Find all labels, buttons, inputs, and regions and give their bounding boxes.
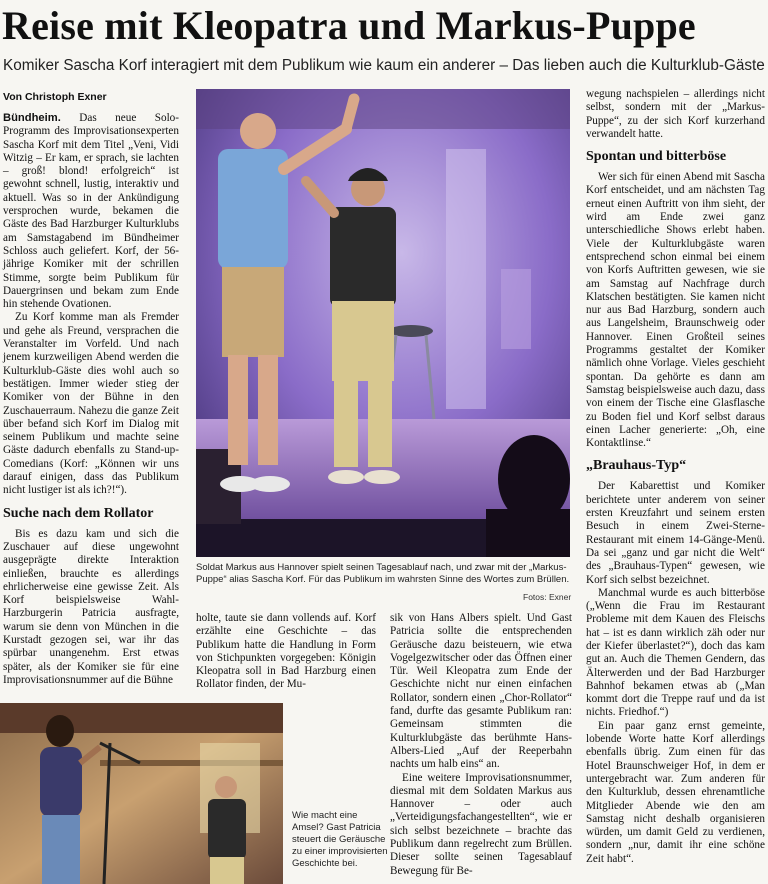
dateline: Bündheim. xyxy=(3,112,61,124)
paragraph: Wer sich für einen Abend mit Sascha Korf entscheidet, und am nächsten Tag erneut einen Auftritt von ihm sieht, der wird am Ende zwei ganz unterschiedliche Shows erlebt haben. Viele der Kulturklubgäste waren entsprechend schon einmal bei einem von Korfs Auftritten gewesen, wie sie am Samstag auf Nachfrage durch Klatschen bestätigten. Sie kamen nicht nur aus Bad Harzburg, sondern auch aus Langelsheim, Braunschweig oder Hannover. Einen Großteil seines Programms gestaltet der Komiker nämlich ohne Vorlage. Vieles geschieht spontan. Da gehörte es dann am Samstag beispielsweise auch dazu, dass von einem der Tische eine Glasflasche zu Boden fiel und Korf selbst daraus einen Lacher generierte: „Oh, eine Kontaktlinse.“ xyxy=(586,171,765,450)
main-photo xyxy=(196,89,570,557)
photo-credit: Fotos: Exner xyxy=(523,592,572,602)
headline: Reise mit Kleopatra und Markus-Puppe xyxy=(2,3,696,48)
paragraph: Manchmal wurde es auch bitterböse („Wenn die Frau im Restaurant Probleme mit dem Kauen des Fleischs hat – ist es dann wirklich zäh oder nur der Kiefer überlastet?“), doch das kam gut an. Auch die Themen Gendern, das Älterwerden und der Bad Harzburger Bahnhof bekamen etwas ab („Man kommt dort die Treppe rauf und da ist nichts. Friedhof.“) xyxy=(586,586,765,719)
section-heading: „Brauhaus-Typ“ xyxy=(586,458,687,474)
paragraph: Zu Korf komme man als Fremder und gehe als Freund, versprachen die Veranstalter im Vorfeld. Und nach jenem kurzweiligen Abend werden die Kulturklub-Gäste dies wohl auch so bestätigen. Immer wieder stieg der Komiker von der Bühne in den Zuschauerraum. Nahezu die ganze Zeit über befand sich Korf im Dialog mit seinem Publikum und machte seine Gäste dadurch ebenfalls zu Stand-up-Comedians (Korf: „Können wir uns darauf einigen, dass das Publikum nicht lustiger ist als ich?!“). xyxy=(3,311,179,497)
byline: Von Christoph Exner xyxy=(3,91,107,103)
improv-photo-illustration xyxy=(0,703,283,884)
section-heading: Suche nach dem Rollator xyxy=(3,505,154,521)
main-photo-caption: Soldat Markus aus Hannover spielt seinen Tagesablauf nach, und zwar mit der „Markus-Puppe“ alias Sascha Korf. Für das Publikum im wahrsten Sinne des Wortes zum Brüllen. xyxy=(196,562,570,585)
column-3 xyxy=(390,612,572,878)
paragraph: Bündheim. Das neue Solo-Programm des Improvisationsexperten Sascha Korf mit dem Titel „Veni, Vidi Witzig – Er kam, er sprach, sie lachten – groß! blond! erfolgreich“ ist gewohnt schnell, lustig, interaktiv und aktuell. Was so in der Ankündigung versprochen wurde, bekamen die Gäste des Bad Harzburger Kulturklubs am Samstagabend im Bündheimer Schloss auch geliefert. Korf, der 56-jährige Komiker mit der schrillen Stimme, sorgte beim Publikum für Dauergrinsen und bekam zum Ende hin stehende Ovationen. xyxy=(3,112,180,311)
column-2 xyxy=(196,612,376,692)
paragraph: holte, taute sie dann vollends auf. Korf erzählte eine Geschichte – das Publikum hatte die Handlung in Form von Stichpunkten vorgegeben: Königin Kleopatra soll in Bad Harzburg einen Rollator finden, der Mu- xyxy=(196,612,376,691)
paragraph: Eine weitere Improvisationsnummer, diesmal mit dem Soldaten Markus aus Hannover – oder auch „Verteidigungsfachangestellten“, wie er sich selbst bezeichnete – brachte das Publikum dann regelrecht zum Brüllen. Dieser sollte seinen Tagesablauf Bewegung für Be- xyxy=(390,771,572,877)
paragraph: Der Kabarettist und Komiker berichtete unter anderem von seiner ersten Kreuzfahrt und seinem ersten Besuch in einem Zwei-Sterne-Restaurant mit einem 14-Gänge-Menü. Da sei „ganz und gar nicht die Welt“ des „Brauhaus-Typen“ gewesen, wie Korf sich selbst bezeichnet. xyxy=(586,480,765,586)
paragraph: Bis es dazu kam und sich die Zuschauer auf diese ungewohnt ausgeprägte direkte Interaktion einließen, brauchte es allerdings ehrlicherweise eine gewisse Zeit. Als Korf beispielsweise Wahl-Harzburgerin Patricia ausfragte, warum sie denn von München in die Kurstadt gezogen sei, war ihr das spürbar unangenehm. Erst etwas später, als der Komiker sie für eine Improvisationsnummer auf die Bühne xyxy=(3,527,179,686)
paragraph: sik von Hans Albers spielt. Und Gast Patricia sollte die entsprechenden Geräusche dazu beisteuern, wie etwa Vogelgezwitscher oder das Öffnen einer Tür. Weil Kleopatra zum Ende der Geschichte nicht nur einen einfachen Rollator, sondern einen „Chor-Rollator“ fand, durfte das gesamte Publikum ran: Gemeinsam stimmten die Kulturklubgäste das berühmte Hans-Albers-Lied „Auf der Reeperbahn nachts um halb eins“ an. xyxy=(390,612,572,771)
section-heading: Spontan und bitterböse xyxy=(586,149,727,165)
small-photo-caption: Wie macht eine Amsel? Gast Patricia steuert die Geräusche zu einer improvisierten Geschichte bei. xyxy=(292,810,388,869)
paragraph: Ein paar ganz ernst gemeinte, lobende Worte hatte Korf allerdings ebenfalls übrig. Zum einen für das Hotel Braunschweiger Hof, in dem er untergebracht war. Zum anderen für den Kulturklub, dessen ehrenamtliche Mitglieder Abende wie den am Samstag nicht deshalb organisieren würden, um damit Geld zu verdienen, sondern „nur, damit ihr eine schöne Zeit habt“. xyxy=(586,719,765,865)
column-1 xyxy=(3,112,179,687)
small-photo xyxy=(0,703,283,884)
paragraph: wegung nachspielen – allerdings nicht selbst, sondern mit der „Markus-Puppe“, zu der sich Korf kurzerhand verwandelt hatte. xyxy=(586,88,765,140)
stage-photo-illustration xyxy=(196,89,570,557)
subheadline: Komiker Sascha Korf interagiert mit dem Publikum wie kaum ein anderer – Das lieben auch die Kulturklub-Gäste xyxy=(3,57,765,74)
column-4 xyxy=(586,88,765,866)
